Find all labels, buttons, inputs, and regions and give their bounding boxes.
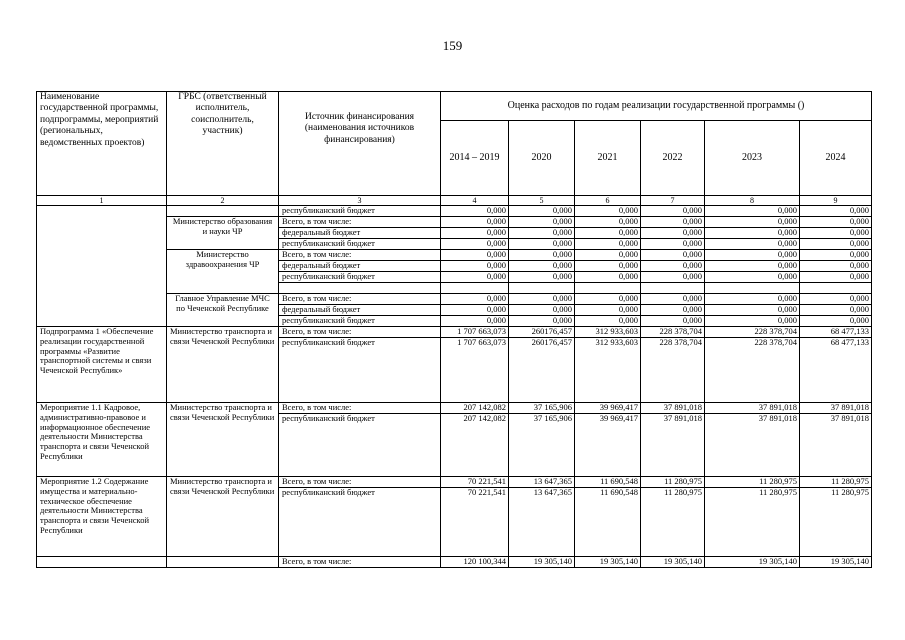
source-cell: Всего, в том числе: [279,403,441,414]
value-cell: 0,000 [800,217,872,228]
source-cell: республиканский бюджет [279,239,441,250]
grbs-cell: Главное Управление МЧС по Чеченской Республике [167,294,279,327]
value-cell: 19 305,140 [705,557,800,568]
value-cell: 0,000 [641,316,705,327]
value-cell: 0,000 [509,294,575,305]
column-number: 8 [705,196,800,206]
value-cell: 39 969,417 [575,403,641,414]
source-cell: Всего, в том числе: [279,477,441,488]
value-cell: 0,000 [705,305,800,316]
value-cell: 70 221,541 [441,488,509,557]
value-cell: 120 100,344 [441,557,509,568]
value-cell-empty [575,283,641,294]
value-cell: 11 280,975 [800,477,872,488]
column-number: 5 [509,196,575,206]
value-cell: 0,000 [641,228,705,239]
value-cell: 1 707 663,073 [441,327,509,338]
value-cell: 0,000 [441,228,509,239]
value-cell: 0,000 [509,250,575,261]
value-cell: 11 280,975 [641,477,705,488]
value-cell: 0,000 [441,217,509,228]
value-cell: 37 165,906 [509,403,575,414]
source-cell: Всего, в том числе: [279,250,441,261]
value-cell: 0,000 [800,316,872,327]
source-cell: Всего, в том числе: [279,327,441,338]
value-cell: 0,000 [509,239,575,250]
value-cell: 0,000 [800,294,872,305]
source-cell: республиканский бюджет [279,206,441,217]
value-cell: 0,000 [705,250,800,261]
value-cell: 0,000 [800,228,872,239]
table-row [37,557,872,568]
column-number: 1 [37,196,167,206]
value-cell: 0,000 [575,261,641,272]
value-cell-empty [441,283,509,294]
value-cell: 207 142,082 [441,414,509,477]
value-cell: 0,000 [441,239,509,250]
value-cell: 0,000 [509,316,575,327]
header-year: 2014 – 2019 [441,121,509,196]
name-cell-empty [37,206,167,327]
value-cell: 37 165,906 [509,414,575,477]
value-cell: 260176,457 [509,327,575,338]
value-cell: 0,000 [641,250,705,261]
value-cell: 0,000 [509,261,575,272]
value-cell: 260176,457 [509,338,575,403]
source-cell: республиканский бюджет [279,338,441,403]
value-cell-empty [641,283,705,294]
header-group: Оценка расходов по годам реализации государственной программы () [441,92,872,121]
value-cell: 0,000 [575,217,641,228]
value-cell: 0,000 [441,272,509,283]
value-cell: 0,000 [705,228,800,239]
value-cell: 37 891,018 [800,414,872,477]
name-cell: Мероприятие 1.1 Кадровое, административно-правовое и информационное обеспечение деятельности Министерства транспорта и связи Чеченской Республики [37,403,167,477]
table-row [37,206,872,217]
grbs-cell: Министерство здравоохранения ЧР [167,250,279,294]
value-cell: 0,000 [441,250,509,261]
source-cell: республиканский бюджет [279,414,441,477]
value-cell: 0,000 [641,239,705,250]
value-cell: 0,000 [509,217,575,228]
value-cell: 39 969,417 [575,414,641,477]
value-cell: 0,000 [800,305,872,316]
value-cell: 0,000 [705,206,800,217]
value-cell: 11 280,975 [800,488,872,557]
header-year: 2024 [800,121,872,196]
grbs-cell-empty [167,557,279,568]
value-cell: 13 647,365 [509,488,575,557]
value-cell: 11 280,975 [705,488,800,557]
header-year: 2022 [641,121,705,196]
grbs-cell: Министерство транспорта и связи Чеченской Республики [167,327,279,403]
column-number: 4 [441,196,509,206]
value-cell: 0,000 [641,206,705,217]
value-cell-empty [800,283,872,294]
source-cell: федеральный бюджет [279,261,441,272]
header-year: 2023 [705,121,800,196]
value-cell: 0,000 [800,239,872,250]
table-row [37,477,872,488]
source-cell: федеральный бюджет [279,228,441,239]
source-cell: республиканский бюджет [279,488,441,557]
value-cell: 37 891,018 [705,403,800,414]
grbs-cell: Министерство образования и науки ЧР [167,217,279,250]
value-cell: 0,000 [575,206,641,217]
value-cell: 228 378,704 [641,338,705,403]
value-cell: 0,000 [575,239,641,250]
value-cell: 0,000 [641,294,705,305]
value-cell: 0,000 [641,217,705,228]
name-cell: Мероприятие 1.2 Содержание имущества и материально-техническое обеспечение деятельности Министерства транспорта и связи Чеченской Республики [37,477,167,557]
value-cell: 0,000 [800,206,872,217]
column-number: 9 [800,196,872,206]
value-cell: 312 933,603 [575,338,641,403]
value-cell: 0,000 [641,261,705,272]
value-cell: 0,000 [705,316,800,327]
name-cell: Подпрограмма 1 «Обеспечение реализации государственной программы «Развитие транспортной системы и связи Чеченской Республик» [37,327,167,403]
value-cell: 37 891,018 [641,414,705,477]
value-cell: 0,000 [441,316,509,327]
value-cell: 0,000 [705,294,800,305]
value-cell: 37 891,018 [800,403,872,414]
value-cell: 0,000 [800,272,872,283]
value-cell: 13 647,365 [509,477,575,488]
value-cell: 312 933,603 [575,327,641,338]
value-cell: 0,000 [441,261,509,272]
value-cell: 37 891,018 [641,403,705,414]
value-cell: 228 378,704 [641,327,705,338]
value-cell: 0,000 [575,316,641,327]
value-cell: 0,000 [641,305,705,316]
value-cell: 0,000 [705,261,800,272]
source-cell: республиканский бюджет [279,316,441,327]
grbs-cell-empty [167,206,279,217]
value-cell: 11 280,975 [705,477,800,488]
source-cell-empty [279,283,441,294]
value-cell: 0,000 [441,294,509,305]
column-number: 3 [279,196,441,206]
value-cell: 11 690,548 [575,477,641,488]
value-cell: 19 305,140 [575,557,641,568]
source-cell: Всего, в том числе: [279,557,441,568]
value-cell: 0,000 [441,305,509,316]
value-cell: 37 891,018 [705,414,800,477]
value-cell: 11 690,548 [575,488,641,557]
value-cell: 0,000 [705,239,800,250]
grbs-cell: Министерство транспорта и связи Чеченской Республики [167,477,279,557]
value-cell: 0,000 [705,217,800,228]
value-cell: 0,000 [509,228,575,239]
budget-table [36,91,872,568]
value-cell: 228 378,704 [705,327,800,338]
value-cell: 1 707 663,073 [441,338,509,403]
value-cell: 207 142,082 [441,403,509,414]
value-cell: 0,000 [509,272,575,283]
value-cell: 0,000 [575,250,641,261]
value-cell: 0,000 [575,294,641,305]
grbs-cell: Министерство транспорта и связи Чеченской Республики [167,403,279,477]
value-cell: 19 305,140 [641,557,705,568]
value-cell-empty [509,283,575,294]
value-cell: 0,000 [800,250,872,261]
source-cell: федеральный бюджет [279,305,441,316]
table-row [37,327,872,338]
value-cell: 0,000 [575,272,641,283]
source-cell: Всего, в том числе: [279,217,441,228]
value-cell: 19 305,140 [800,557,872,568]
value-cell: 0,000 [509,206,575,217]
value-cell: 0,000 [641,272,705,283]
header-source: Источник финансирования (наименования источников финансирования) [279,92,441,196]
value-cell: 68 477,133 [800,338,872,403]
source-cell: республиканский бюджет [279,272,441,283]
value-cell: 0,000 [509,305,575,316]
table-row [37,403,872,414]
value-cell: 0,000 [575,305,641,316]
header-name: Наименование государственной программы, подпрограммы, мероприятий (региональных, ведомственных проектов) [37,92,167,196]
column-number: 2 [167,196,279,206]
page-number: 159 [442,38,463,53]
value-cell: 228 378,704 [705,338,800,403]
value-cell: 19 305,140 [509,557,575,568]
value-cell: 70 221,541 [441,477,509,488]
value-cell: 0,000 [575,228,641,239]
value-cell: 0,000 [441,206,509,217]
name-cell-empty [37,557,167,568]
header-grbs: ГРБС (ответственный исполнитель, соисполнитель, участник) [167,92,279,196]
value-cell: 0,000 [705,272,800,283]
column-number: 6 [575,196,641,206]
source-cell: Всего, в том числе: [279,294,441,305]
header-year: 2021 [575,121,641,196]
column-number: 7 [641,196,705,206]
value-cell: 68 477,133 [800,327,872,338]
value-cell: 11 280,975 [641,488,705,557]
value-cell: 0,000 [800,261,872,272]
header-year: 2020 [509,121,575,196]
value-cell-empty [705,283,800,294]
